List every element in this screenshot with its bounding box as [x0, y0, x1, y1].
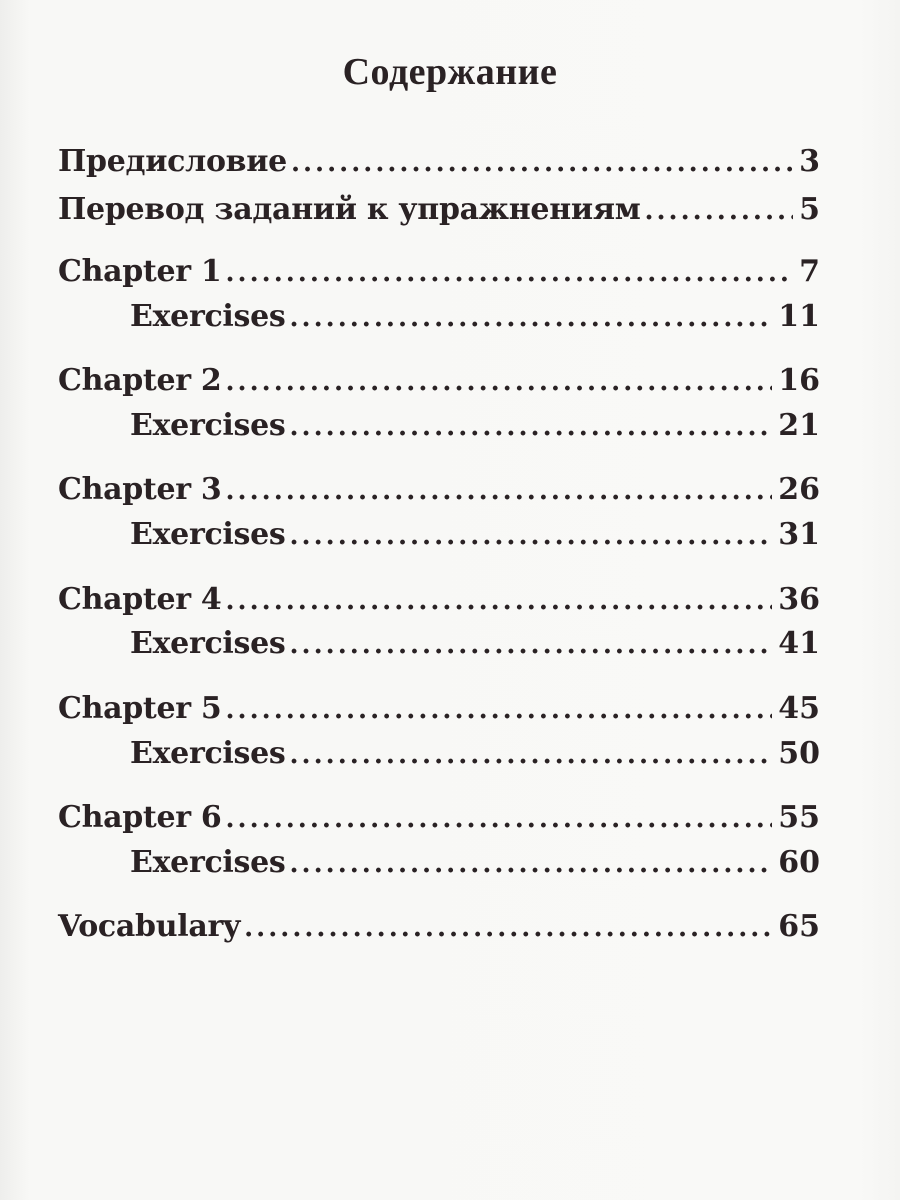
dot-leader	[289, 844, 772, 884]
toc-page-number: 60	[778, 845, 820, 880]
toc-entry-exercises-6	[58, 843, 820, 884]
toc-entry-label: Chapter 2	[58, 363, 222, 398]
toc-entry-chapter-6	[58, 798, 820, 839]
dot-leader	[225, 799, 772, 839]
dot-leader	[225, 471, 772, 511]
toc-page-number: 55	[778, 800, 820, 835]
toc-page-number: 36	[778, 582, 820, 617]
toc-entry-chapter-5	[58, 689, 820, 730]
dot-leader	[225, 690, 772, 730]
toc-entry-exercises-5	[58, 734, 820, 775]
dot-leader	[225, 253, 793, 293]
dot-leader	[225, 581, 772, 621]
toc-entry-label: Chapter 3	[58, 472, 222, 507]
toc-entry-label: Exercises	[130, 626, 286, 661]
toc-entry-chapter-2	[58, 361, 820, 402]
page-title: Содержание	[342, 51, 558, 93]
toc-entry-label: Chapter 5	[58, 691, 222, 726]
toc-entry-translation	[58, 190, 820, 231]
toc-entry-exercises-1	[58, 297, 820, 338]
dot-leader	[289, 298, 772, 338]
toc-entry-vocabulary	[58, 907, 820, 948]
toc-entry-exercises-3	[58, 515, 820, 556]
toc-page-number: 31	[778, 517, 820, 552]
toc-page-number: 5	[799, 192, 820, 227]
dot-leader	[289, 735, 772, 775]
toc-entry-label: Vocabulary	[58, 909, 241, 944]
toc-entry-label: Exercises	[130, 517, 286, 552]
toc-page-number: 50	[778, 736, 820, 771]
toc-page-number: 45	[778, 691, 820, 726]
toc-entry-label: Chapter 4	[58, 582, 222, 617]
toc-entry-label: Chapter 1	[58, 254, 222, 289]
toc-entry-preface	[58, 142, 820, 183]
toc-page-number: 16	[778, 363, 820, 398]
toc-entry-label: Exercises	[130, 845, 286, 880]
toc-page-number: 65	[778, 909, 820, 944]
toc-entry-label: Exercises	[130, 299, 286, 334]
toc-page-number: 21	[778, 408, 820, 443]
toc-entry-chapter-3	[58, 470, 820, 511]
toc-entry-label: Перевод заданий к упражнениям	[58, 192, 641, 227]
toc-page-number: 26	[778, 472, 820, 507]
toc-entry-chapter-4	[58, 580, 820, 621]
toc-entry-chapter-1	[58, 252, 820, 293]
dot-leader	[289, 625, 772, 665]
toc-page-number: 7	[799, 254, 820, 289]
dot-leader	[644, 191, 793, 231]
dot-leader	[289, 407, 772, 447]
toc-page-number: 41	[778, 626, 820, 661]
toc-entry-exercises-4	[58, 624, 820, 665]
toc-entry-label: Exercises	[130, 408, 286, 443]
dot-leader	[291, 143, 793, 183]
dot-leader	[244, 908, 772, 948]
toc-page-number: 11	[778, 299, 820, 334]
toc-entry-label: Exercises	[130, 736, 286, 771]
dot-leader	[225, 362, 772, 402]
toc-entry-label: Chapter 6	[58, 800, 222, 835]
toc-page-number: 3	[799, 144, 820, 179]
dot-leader	[289, 516, 772, 556]
toc-entry-exercises-2	[58, 406, 820, 447]
toc-entry-label: Предисловие	[58, 144, 287, 179]
